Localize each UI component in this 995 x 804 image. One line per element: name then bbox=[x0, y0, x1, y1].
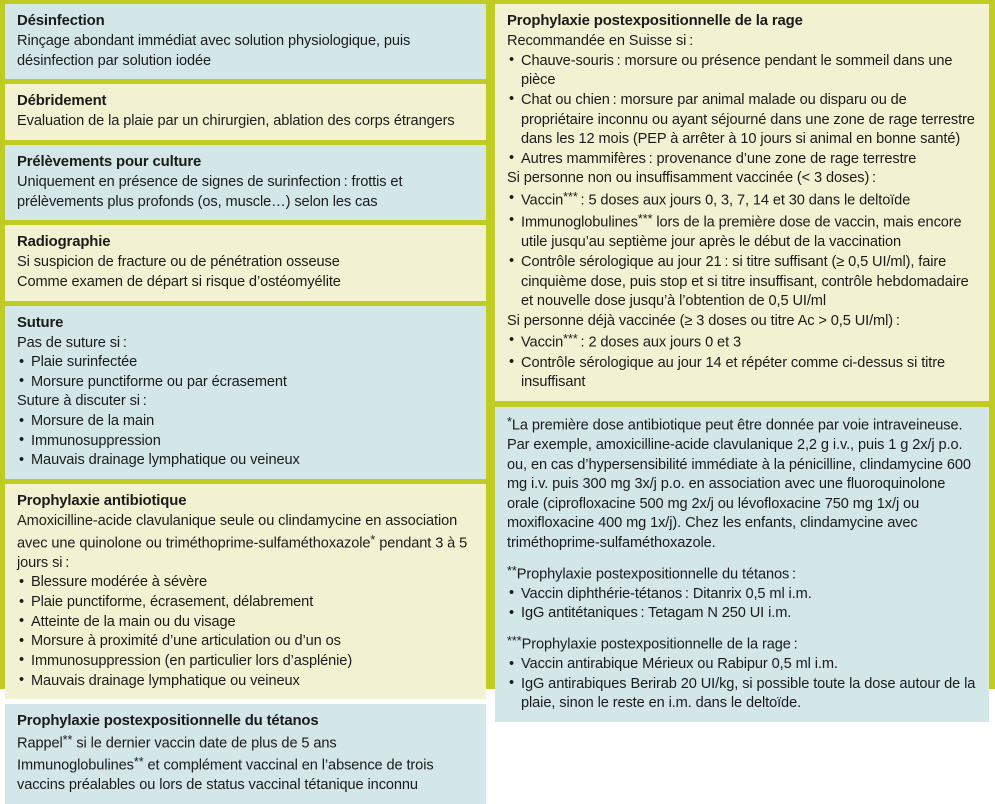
tetanos-ig-tail: et complément vaccinal en l’absence de trois vaccins préalables ou lors de status vaccinal tétanique inconnu bbox=[17, 757, 434, 794]
list-item: • Vaccin antirabique Mérieux ou Rabipur 0,5 ml i.m. bbox=[507, 655, 979, 675]
list-item: • IgG antirabiques Berirab 20 UI/kg, si possible toute la dose autour de la plaie, sinon le reste en i.m. dans le deltoïde. bbox=[507, 675, 979, 714]
tetanos-rappel-tail: si le dernier vaccin date de plus de 5 ans bbox=[72, 735, 337, 752]
list-item: • Atteinte de la main ou du visage bbox=[17, 613, 476, 633]
rage-intro: Recommandée en Suisse si : bbox=[507, 33, 694, 50]
list-item: • Vaccin diphthérie-tétanos : Ditanrix 0,5 ml i.m. bbox=[507, 585, 979, 605]
section-desinfection bbox=[5, 4, 486, 79]
section-title: Débridement bbox=[17, 93, 107, 110]
section-body-line: Uniquement en présence de signes de surinfection : frottis et prélèvements plus profonds (os, muscle…) selon les cas bbox=[17, 174, 403, 210]
tetanos-ig-text: Immunoglobulines bbox=[17, 757, 134, 774]
section-title: Désinfection bbox=[17, 13, 105, 29]
list-item: • Immunosuppression (en particulier lors d’asplénie) bbox=[17, 652, 476, 672]
list-item-text: Contrôle sérologique au jour 14 et répéter comme ci-dessus si titre insuffisant bbox=[521, 354, 946, 391]
list-item bbox=[507, 331, 979, 353]
list-item: • Morsure punctiforme ou par écrasement bbox=[17, 373, 476, 393]
antibiotic-intro bbox=[17, 512, 476, 573]
footnote-marker-double-star: ** bbox=[507, 563, 517, 578]
section-prophylaxie-rage bbox=[495, 4, 989, 401]
list-item-text: Contrôle sérologique au jour 21 : si titre suffisant (≥ 0,5 UI/ml), faire cinquième dose, puis stop et si titre insuffisant, contrôle hebdomadaire et nouvelle dose jusqu’à l’obtention de 0,5 UI/ml bbox=[521, 253, 969, 310]
footnote-heading-line bbox=[507, 563, 979, 585]
footnote-marker-triple-star: *** bbox=[637, 212, 653, 227]
list-item bbox=[507, 253, 979, 312]
footnote-heading-line bbox=[507, 633, 979, 655]
section-radiographie bbox=[5, 225, 486, 300]
list-item-tail: lors de la première dose de vaccin, mais encore utile jusqu’au septième jour après le début de la vaccination bbox=[521, 214, 962, 251]
footnote-marker-triple-star: *** bbox=[507, 634, 522, 649]
section-title: Suture bbox=[17, 314, 64, 331]
list-item: • Mauvais drainage lymphatique ou veineux bbox=[17, 451, 476, 471]
footnote-double-star bbox=[507, 563, 979, 624]
section-title: Prélèvements pour culture bbox=[17, 153, 202, 170]
list-item-tail: : 5 doses aux jours 0, 3, 7, 14 et 30 dans le deltoïde bbox=[577, 192, 911, 209]
section-title: Prophylaxie postexpositionnelle du tétanos bbox=[17, 713, 319, 730]
column-divider bbox=[486, 0, 495, 689]
rage-non-vaccine-list bbox=[507, 189, 979, 312]
suture-discuss-list bbox=[17, 412, 476, 471]
list-item-text: Vaccin bbox=[521, 192, 564, 209]
footnote-marker-triple-star: *** bbox=[563, 190, 578, 205]
list-item bbox=[507, 189, 979, 211]
footnote-marker-double-star: ** bbox=[133, 755, 144, 770]
antibiotic-indications-list bbox=[17, 573, 476, 691]
tetanos-rappel-text: Rappel bbox=[17, 735, 63, 752]
footnote-heading: Prophylaxie postexpositionnelle de la rage : bbox=[521, 636, 798, 653]
footnote-tetanos-list bbox=[507, 585, 979, 624]
list-item: • Plaie surinfectée bbox=[17, 353, 476, 373]
section-body-line: Si suspicion de fracture ou de pénétration osseuse bbox=[17, 254, 340, 271]
section-title: Prophylaxie antibiotique bbox=[17, 492, 187, 509]
list-item: • IgG antitétaniques : Tetagam N 250 UI i.m. bbox=[507, 604, 979, 624]
suture-intro-discuss: Suture à discuter si : bbox=[17, 393, 147, 410]
list-item-tail: : 2 doses aux jours 0 et 3 bbox=[577, 334, 742, 351]
section-footnotes bbox=[495, 407, 989, 722]
list-item: • Mauvais drainage lymphatique ou veineux bbox=[17, 672, 476, 692]
tetanos-line-rappel bbox=[17, 732, 476, 754]
rage-vaccine-list bbox=[507, 331, 979, 392]
section-prelevements-pour-culture bbox=[5, 145, 486, 220]
footnote-marker-single-star: * bbox=[507, 414, 512, 429]
antibiotic-intro-tail: pendant 3 à 5 jours si : bbox=[17, 535, 468, 571]
section-body-line: Rinçage abondant immédiat avec solution physiologique, puis désinfection par solution iodée bbox=[17, 33, 411, 69]
list-item: • Blessure modérée à sévère bbox=[17, 573, 476, 593]
section-title: Radiographie bbox=[17, 234, 111, 251]
section-body-line: Comme examen de départ si risque d’ostéomyélite bbox=[17, 273, 341, 290]
footnote-heading: Prophylaxie postexpositionnelle du tétanos : bbox=[516, 566, 796, 583]
footnote-marker-double-star: ** bbox=[62, 733, 73, 748]
section-prophylaxie-tetanos bbox=[5, 704, 486, 804]
list-item bbox=[507, 211, 979, 253]
rage-indications-list bbox=[507, 52, 979, 170]
footnote-marker-triple-star: *** bbox=[563, 332, 578, 347]
footnote-marker-single-star: * bbox=[370, 532, 376, 547]
list-item: • Plaie punctiforme, écrasement, délabrement bbox=[17, 593, 476, 613]
tetanos-line-immunoglobulines bbox=[17, 754, 476, 796]
left-column bbox=[0, 0, 486, 794]
rage-subhead-vaccine: Si personne déjà vaccinée (≥ 3 doses ou titre Ac > 0,5 UI/ml) : bbox=[507, 312, 900, 329]
list-item bbox=[507, 354, 979, 393]
list-item-text: Immunoglobulines bbox=[521, 214, 638, 231]
antibiotic-intro-text: Amoxicilline-acide clavulanique seule ou clindamycine en association avec une quinolone ou triméthoprime-sulfaméthoxazole bbox=[17, 513, 458, 552]
list-item: • Chauve-souris : morsure ou présence pendant le sommeil dans une pièce bbox=[507, 52, 979, 91]
list-item: • Autres mammifères : provenance d’une zone de rage terrestre bbox=[507, 150, 979, 170]
footnote-rage-list bbox=[507, 655, 979, 714]
rage-subhead-non-vaccine: Si personne non ou insuffisamment vaccinée (< 3 doses) : bbox=[507, 170, 876, 187]
section-body-line: Evaluation de la plaie par un chirurgien, ablation des corps étrangers bbox=[17, 113, 455, 130]
list-item: • Morsure à proximité d’une articulation ou d’un os bbox=[17, 632, 476, 652]
right-column bbox=[495, 0, 995, 712]
section-prophylaxie-antibiotique bbox=[5, 484, 486, 699]
list-item: • Immunosuppression bbox=[17, 432, 476, 452]
list-item: • Chat ou chien : morsure par animal malade ou disparu ou de propriétaire inconnu ou ayant séjourné dans une zone de rage terrestre dans les 12 mois (PEP à arrêter à 10 jours si animal en bonne santé) bbox=[507, 91, 979, 150]
footnote-triple-star bbox=[507, 633, 979, 714]
suture-no-suture-list bbox=[17, 353, 476, 392]
footnote-text: La première dose antibiotique peut être donnée par voie intraveineuse. Par exemple, amoxicilline-acide clavulanique 2,2 g i.v., puis 1 g 2x/j p.o. ou, en cas d’hypersensibilité immédiate à la pénicilline, clindamycine 600 mg i.v. puis 300 mg 3x/j p.o. en association avec une fluoroquinolone orale (ciprofloxacine 500 mg 2x/j ou lévofloxacine 750 mg 1x/j ou moxifloxacine 400 mg 1x/j). Chez les enfants, clindamycine avec triméthoprime-sulfaméthoxazole. bbox=[507, 417, 971, 552]
section-suture bbox=[5, 306, 486, 479]
section-title: Prophylaxie postexpositionnelle de la rage bbox=[507, 13, 803, 29]
list-item-text: Vaccin bbox=[521, 334, 564, 351]
footnote-single-star bbox=[507, 414, 979, 554]
list-item: • Morsure de la main bbox=[17, 412, 476, 432]
suture-intro-no-suture: Pas de suture si : bbox=[17, 334, 127, 351]
section-debridement bbox=[5, 84, 486, 140]
